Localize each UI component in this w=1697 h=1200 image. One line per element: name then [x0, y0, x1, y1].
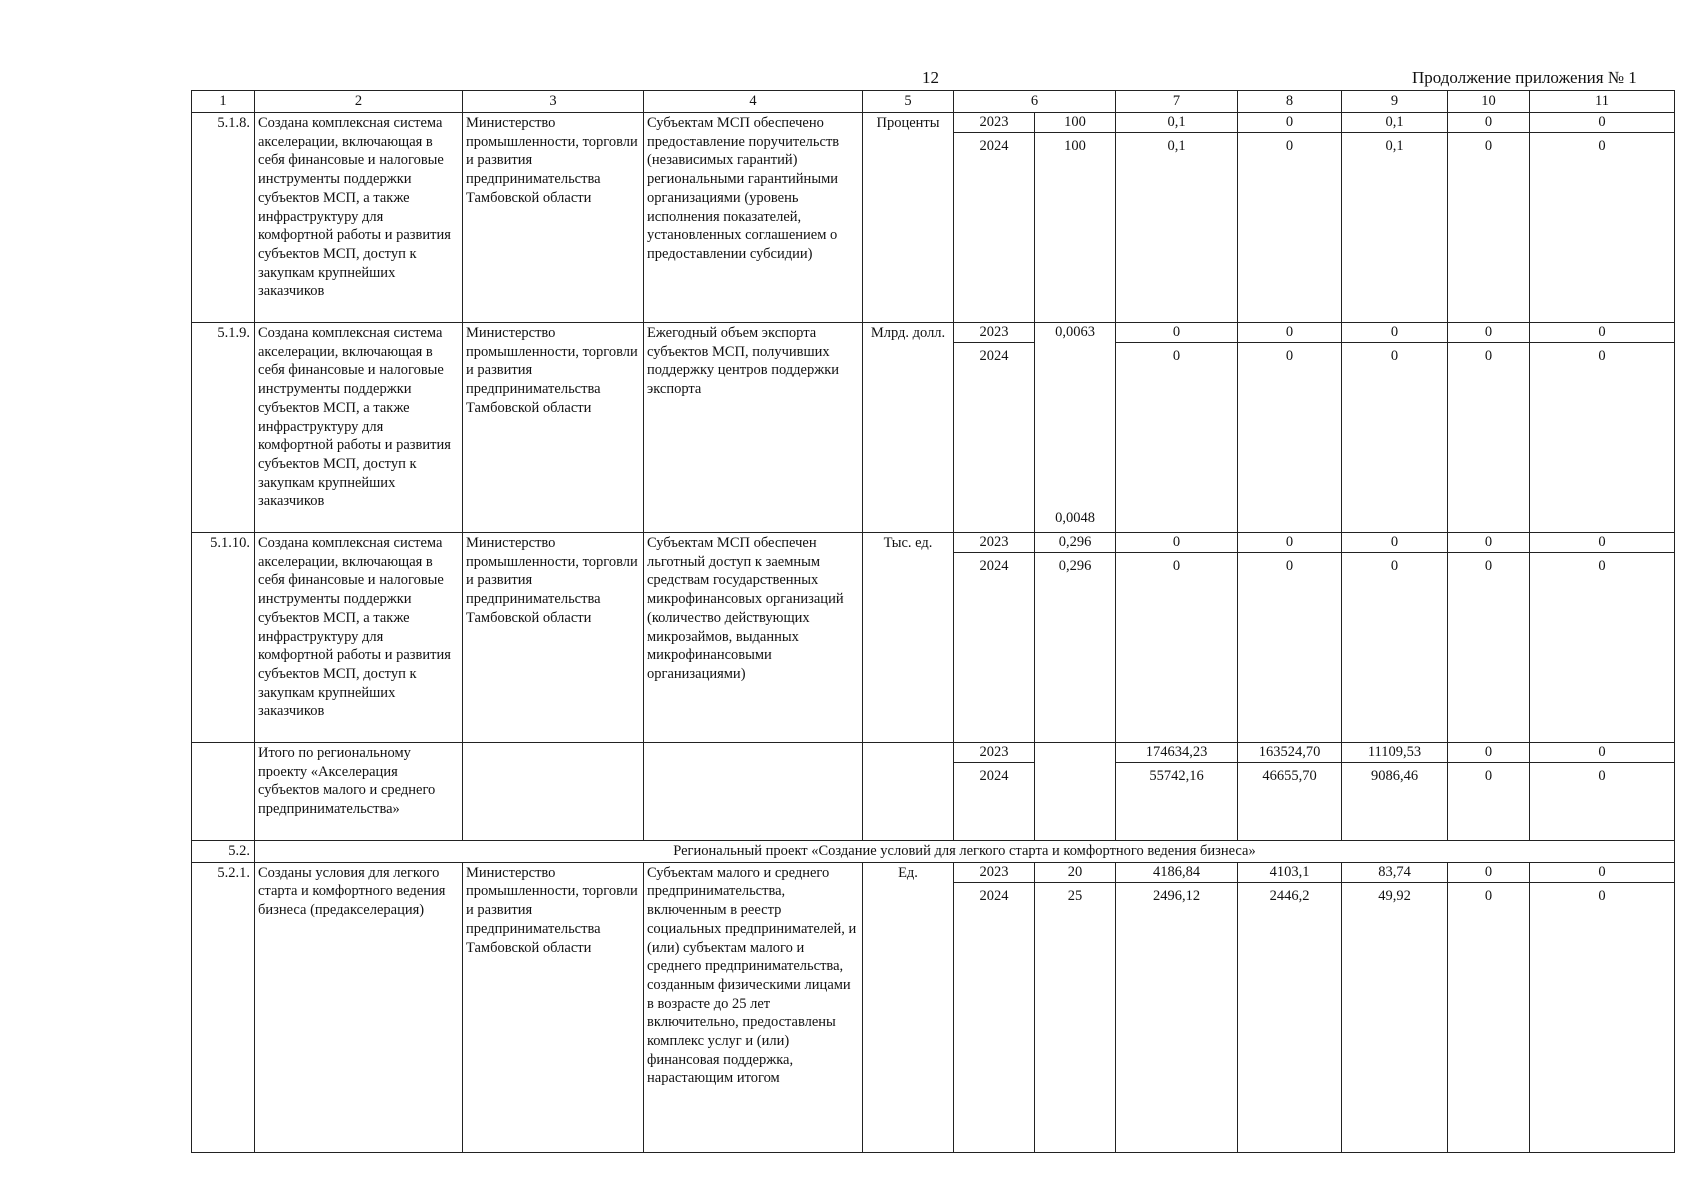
col9-cell: 0 — [1390, 348, 1399, 364]
col9-cell: 49,92 — [1378, 887, 1411, 904]
col9-cell: 83,74 — [1342, 863, 1447, 883]
value-cell: 100 — [1035, 113, 1115, 133]
header-cell: 4 — [644, 91, 863, 113]
header-cell: 6 — [954, 91, 1116, 113]
responsible-cell: Министерство промышленности, торговли и развития предпринимательства Тамбовской области — [463, 533, 644, 743]
col10-cell: 0 — [1448, 533, 1529, 553]
responsible-cell: Министерство промышленности, торговли и развития предпринимательства Тамбовской области — [463, 323, 644, 533]
header-row — [192, 91, 1675, 113]
col7-cell: 4186,84 — [1116, 863, 1237, 883]
result-cell: Создана комплексная система акселерации, включающая в себя финансовые и налоговые инструменты поддержки субъектов МСП, а также инфраструктуру для комфортной работы и развития субъектов МСП, доступ к закупкам крупнейших заказчиков — [255, 113, 463, 323]
col10-cell: 0 — [1484, 138, 1493, 154]
year-cell: 2024 — [979, 887, 1009, 904]
col7-cell: 0,1 — [1116, 113, 1237, 133]
unit-cell: Проценты — [863, 113, 954, 323]
col7-cell: 2496,12 — [1152, 887, 1201, 904]
col10-cell: 0 — [1448, 323, 1529, 343]
value-cell: 0,0048 — [1055, 510, 1095, 526]
table-row — [192, 323, 1675, 533]
header-cell: 11 — [1530, 91, 1675, 113]
col11-cell: 0 — [1530, 323, 1674, 343]
unit-cell: Тыс. ед. — [863, 533, 954, 743]
col11-cell: 0 — [1530, 743, 1674, 763]
col7-cell: 0 — [1116, 533, 1237, 553]
col8-cell: 0 — [1285, 558, 1294, 574]
col9-cell: 9086,46 — [1370, 768, 1419, 784]
col10-cell: 0 — [1484, 887, 1493, 904]
page-number: 12 — [922, 68, 939, 87]
value-cell: 25 — [1067, 887, 1083, 904]
col11-cell: 0 — [1598, 768, 1606, 784]
responsible-cell: Министерство промышленности, торговли и развития предпринимательства Тамбовской области — [463, 113, 644, 323]
col11-cell: 0 — [1598, 348, 1606, 364]
empty-cell — [863, 743, 954, 841]
col10-cell: 0 — [1484, 558, 1493, 574]
total-row — [192, 743, 1675, 841]
header-cell: 10 — [1448, 91, 1530, 113]
col11-cell: 0 — [1598, 887, 1606, 904]
result-cell: Создана комплексная система акселерации, включающая в себя финансовые и налоговые инструменты поддержки субъектов МСП, а также инфраструктуру для комфортной работы и развития субъектов МСП, доступ к закупкам крупнейших заказчиков — [255, 323, 463, 533]
col8-cell: 4103,1 — [1238, 863, 1341, 883]
section-title: Региональный проект «Создание условий для легкого старта и комфортного ведения бизнеса» — [255, 841, 1675, 863]
col8-cell: 0 — [1285, 138, 1294, 154]
empty-cell — [463, 743, 644, 841]
col8-cell: 2446,2 — [1269, 887, 1310, 904]
col10-cell: 0 — [1484, 768, 1493, 784]
col9-cell: 0 — [1342, 323, 1447, 343]
row-id: 5.2.1. — [192, 862, 255, 1152]
col7-cell: 174634,23 — [1116, 743, 1237, 763]
row-id: 5.1.10. — [192, 533, 255, 743]
col8-cell: 163524,70 — [1238, 743, 1341, 763]
value-cell: 20 — [1035, 863, 1115, 883]
col11-cell: 0 — [1530, 533, 1674, 553]
table-row — [192, 862, 1675, 1152]
col10-cell: 0 — [1448, 113, 1529, 133]
indicator-cell: Ежегодный объем экспорта субъектов МСП, получивших поддержку центров поддержки экспорта — [644, 323, 863, 533]
col11-cell: 0 — [1598, 558, 1606, 574]
year-cell: 2023 — [954, 323, 1034, 343]
col8-cell: 0 — [1285, 348, 1294, 364]
col7-cell: 0 — [1172, 558, 1181, 574]
col10-cell: 0 — [1448, 743, 1529, 763]
year-cell: 2024 — [979, 138, 1009, 154]
col9-cell: 0,1 — [1385, 138, 1404, 154]
col7-cell: 0,1 — [1167, 138, 1186, 154]
value-cell: 0,296 — [1035, 533, 1115, 553]
col9-cell: 0 — [1342, 533, 1447, 553]
year-cell: 2024 — [979, 768, 1009, 784]
result-cell: Создана комплексная система акселерации, включающая в себя финансовые и налоговые инструменты поддержки субъектов МСП, а также инфраструктуру для комфортной работы и развития субъектов МСП, доступ к закупкам крупнейших заказчиков — [255, 533, 463, 743]
value-cell: 0,296 — [1058, 558, 1092, 574]
year-cell: 2024 — [979, 348, 1009, 364]
col11-cell: 0 — [1598, 138, 1606, 154]
empty-cell — [1035, 743, 1116, 841]
indicator-cell: Субъектам МСП обеспечено предоставление поручительств (независимых гарантий) региональными гарантийными организациями (уровень исполнения показателей, установленных соглашением о предоставлении субсидии) — [644, 113, 863, 323]
header-cell: 9 — [1342, 91, 1448, 113]
col10-cell: 0 — [1448, 863, 1529, 883]
year-cell: 2023 — [954, 533, 1034, 553]
col7-cell: 0 — [1116, 323, 1237, 343]
col7-cell: 0 — [1172, 348, 1181, 364]
year-cell: 2024 — [979, 558, 1009, 574]
appendix-caption: Продолжение приложения № 1 — [1412, 68, 1637, 87]
col8-cell: 0 — [1238, 533, 1341, 553]
section-row — [192, 841, 1675, 863]
col7-cell: 55742,16 — [1149, 768, 1204, 784]
table-row — [192, 113, 1675, 323]
col9-cell: 11109,53 — [1342, 743, 1447, 763]
indicator-cell: Субъектам малого и среднего предпринимательства, включенным в реестр социальных предпринимателей, и (или) субъектам малого и среднего предпринимательства, созданным физическими лицами в возрасте до 25 лет включительно, предоставлены комплекс услуг и (или) финансовая поддержка, нарастающим итогом — [644, 862, 863, 1152]
year-cell: 2023 — [954, 113, 1034, 133]
header-cell: 1 — [192, 91, 255, 113]
responsible-cell: Министерство промышленности, торговли и развития предпринимательства Тамбовской области — [463, 862, 644, 1152]
year-cell: 2023 — [954, 863, 1034, 883]
col10-cell: 0 — [1484, 348, 1493, 364]
header-cell: 5 — [863, 91, 954, 113]
value-cell: 100 — [1064, 138, 1086, 154]
section-id: 5.2. — [192, 841, 255, 863]
table-row — [192, 533, 1675, 743]
year-cell: 2023 — [954, 743, 1034, 763]
col9-cell: 0 — [1390, 558, 1399, 574]
value-cell: 0,0063 — [1055, 324, 1095, 340]
header-cell: 3 — [463, 91, 644, 113]
row-id: 5.1.9. — [192, 323, 255, 533]
header-cell: 7 — [1116, 91, 1238, 113]
col8-cell: 0 — [1238, 113, 1341, 133]
empty-cell — [644, 743, 863, 841]
col11-cell: 0 — [1530, 113, 1674, 133]
col8-cell: 0 — [1238, 323, 1341, 343]
unit-cell: Ед. — [863, 862, 954, 1152]
total-label: Итого по региональному проекту «Акселерация субъектов малого и среднего предпринимательства» — [255, 743, 463, 841]
unit-cell: Млрд. долл. — [863, 323, 954, 533]
row-id: 5.1.8. — [192, 113, 255, 323]
result-cell: Созданы условия для легкого старта и комфортного ведения бизнеса (предакселерация) — [255, 862, 463, 1152]
col8-cell: 46655,70 — [1262, 768, 1317, 784]
indicator-cell: Субъектам МСП обеспечен льготный доступ к заемным средствам государственных микрофинансовых организаций (количество действующих микрозаймов, выданных микрофинансовыми организациями) — [644, 533, 863, 743]
header-cell: 8 — [1238, 91, 1342, 113]
header-cell: 2 — [255, 91, 463, 113]
appendix-table — [191, 90, 1675, 1153]
col9-cell: 0,1 — [1342, 113, 1447, 133]
col11-cell: 0 — [1530, 863, 1674, 883]
empty-cell — [192, 743, 255, 841]
